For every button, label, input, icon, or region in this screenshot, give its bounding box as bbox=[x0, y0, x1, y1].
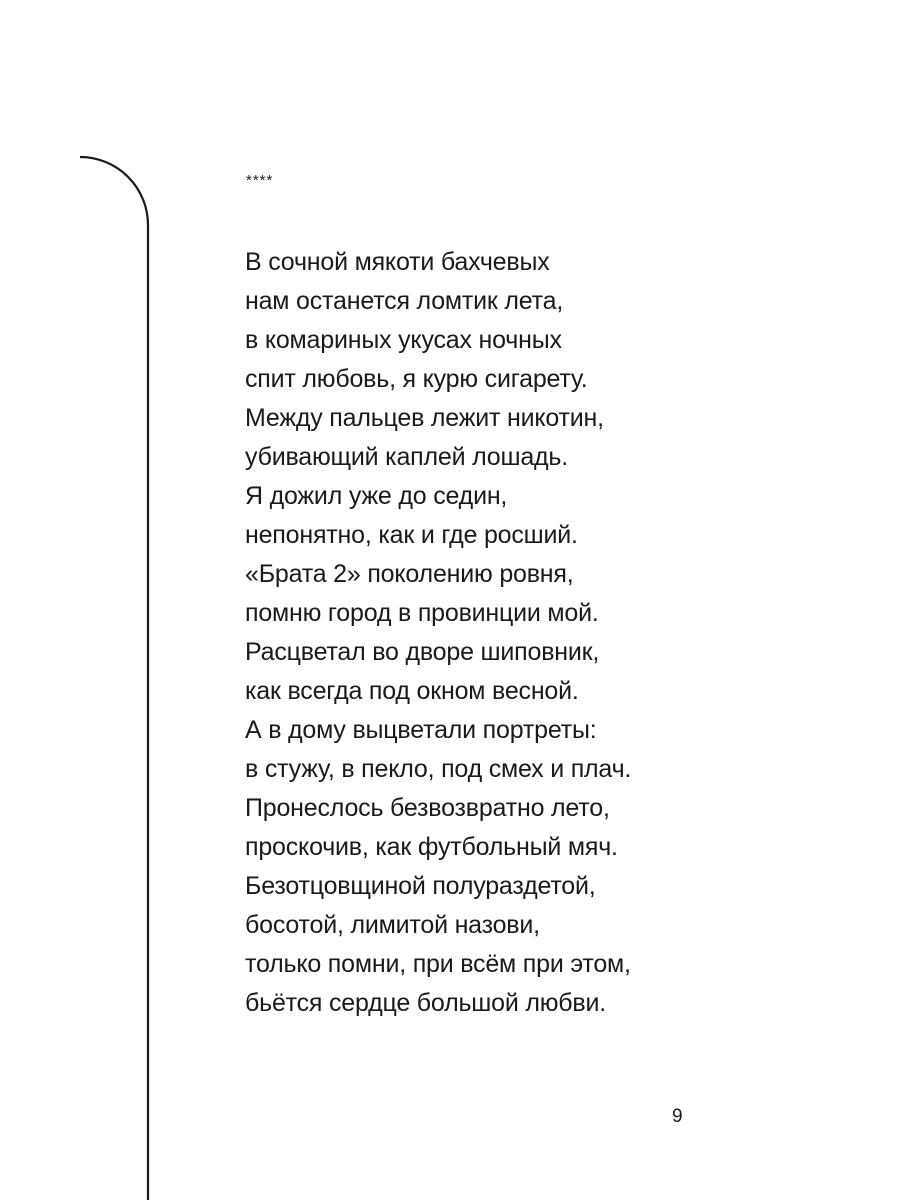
poem-line: проскочив, как футбольный мяч. bbox=[245, 833, 618, 861]
poem-line: Расцветал во дворе шиповник, bbox=[245, 638, 600, 666]
poem-line: убивающий каплей лошадь. bbox=[245, 443, 568, 471]
poem-line: непонятно, как и где росший. bbox=[245, 521, 578, 549]
poem-line: В сочной мякоти бахчевых bbox=[245, 248, 550, 276]
poem-line: А в дому выцветали портреты: bbox=[245, 716, 597, 744]
poem-line: Пронеслось безвозвратно лето, bbox=[245, 794, 610, 822]
poem-line: «Брата 2» поколению ровня, bbox=[245, 560, 574, 588]
poem-line: бьётся сердце большой любви. bbox=[245, 989, 607, 1017]
poem-line: нам останется ломтик лета, bbox=[245, 287, 564, 315]
poem-line: Я дожил уже до седин, bbox=[245, 482, 508, 510]
poem bbox=[245, 243, 631, 1023]
poem-line: Безотцовщиной полураздетой, bbox=[245, 872, 596, 900]
poem-line: в стужу, в пекло, под смех и плач. bbox=[245, 755, 632, 783]
poem-line: в комариных укусах ночных bbox=[245, 326, 562, 354]
page-number: 9 bbox=[672, 1106, 683, 1127]
poem-line: босотой, лимитой назови, bbox=[245, 911, 540, 939]
poem-line: спит любовь, я курю сигарету. bbox=[245, 365, 588, 393]
section-mark: **** bbox=[246, 172, 274, 189]
poem-line: как всегда под окном весной. bbox=[245, 677, 579, 705]
poem-line: Между пальцев лежит никотин, bbox=[245, 404, 604, 432]
poem-line: только помни, при всём при этом, bbox=[245, 950, 631, 978]
poem-line: помню город в провинции мой. bbox=[245, 599, 599, 627]
